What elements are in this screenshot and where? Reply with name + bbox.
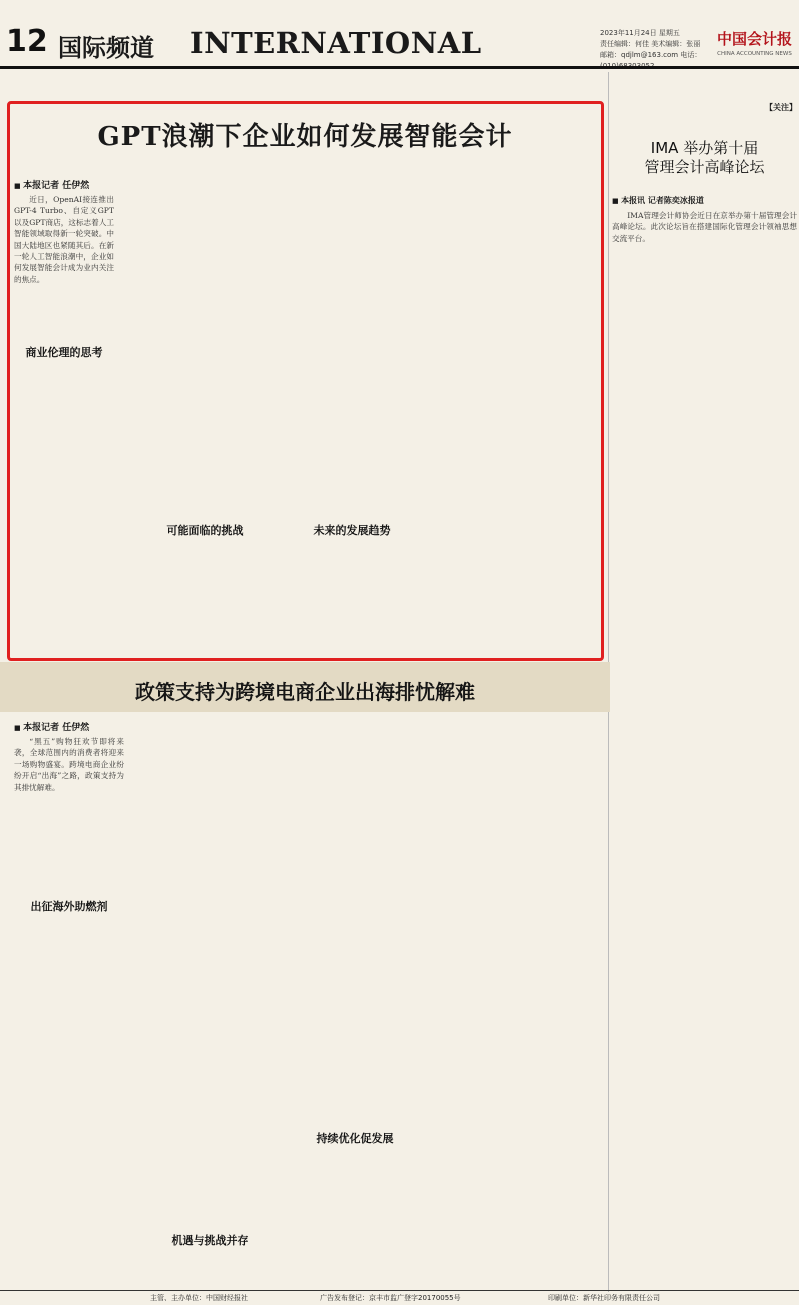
article2-author: ■ 本报记者 任伊然	[14, 720, 89, 733]
sidebar-author: ■ 本报讯 记者陈奕冰报道	[612, 195, 797, 206]
section-title-cn: 国际频道	[58, 34, 154, 62]
sidebar	[612, 100, 797, 1190]
sidebar-lead: IMA管理会计师协会近日在京举办第十届管理会计高峰论坛。此次论坛旨在搭建国际化管理会计领袖思想交流平台。	[612, 211, 797, 243]
article1-headline: GPT浪潮下企业如何发展智能会计	[97, 122, 513, 152]
brand-name-en: CHINA ACCOUNTING NEWS	[717, 51, 792, 57]
footer-sponsor: 主管、主办单位：中国财经报社	[150, 1294, 248, 1302]
brand-logo	[712, 28, 797, 57]
article2-headline: 政策支持为跨境电商企业出海排忧解难	[135, 680, 475, 704]
sidebar-body	[612, 210, 797, 1190]
sidebar-tag: 【关注】	[765, 103, 797, 112]
page-number: 12	[6, 24, 48, 59]
article2-subhead-2: 机遇与挑战并存	[171, 1234, 249, 1247]
contact-line: 邮箱：qdjlm@163.com 电话：	[600, 51, 702, 59]
brand-name: 中国会计报	[716, 30, 792, 48]
article1-lead: 近日，OpenAI接连推出GPT-4 Turbo、自定义GPT以及GPT商店，这标志着人工智能领域取得新一轮突破。中国大陆地区也紧随其后。在新一轮人工智能浪潮中，企业如何发展智能会计成为业内关注的焦点。	[14, 195, 114, 284]
sidebar-headline-2: 管理会计高峰论坛	[644, 158, 765, 176]
article2-column-1	[14, 736, 124, 1286]
footer-printer: 印刷单位：新华社印务有限责任公司	[548, 1294, 660, 1302]
footer-license: 广告发布登记：京丰市监广登字20170055号	[320, 1294, 461, 1302]
article1-column-1	[14, 194, 114, 654]
article1-subhead-3: 未来的发展趋势	[313, 524, 391, 537]
footer-rule	[0, 1290, 799, 1291]
editor-line: 责任编辑：何佳 美术编辑：张丽	[600, 40, 701, 48]
section-title-en: INTERNATIONAL	[190, 26, 482, 60]
sidebar-headline-1: IMA 举办第十届	[650, 139, 759, 157]
article1-subhead-1: 商业伦理的思考	[25, 346, 103, 359]
footer	[0, 1292, 799, 1304]
article1-subhead-2: 可能面临的挑战	[166, 524, 244, 537]
masthead-rule	[0, 66, 799, 69]
issue-date: 2023年11月24日 星期五	[600, 29, 680, 37]
article2-subhead-3: 持续优化促发展	[316, 1132, 394, 1145]
article2-lead: “黑五”购物狂欢节即将来袭，全球范围内的消费者将迎来一场购物盛宴。跨境电商企业纷纷开启“出海”之路，政策支持为其排忧解难。	[14, 737, 124, 792]
article2-subhead-1: 出征海外助燃剂	[30, 900, 108, 913]
article1-author: ■ 本报记者 任伊然	[14, 178, 89, 191]
